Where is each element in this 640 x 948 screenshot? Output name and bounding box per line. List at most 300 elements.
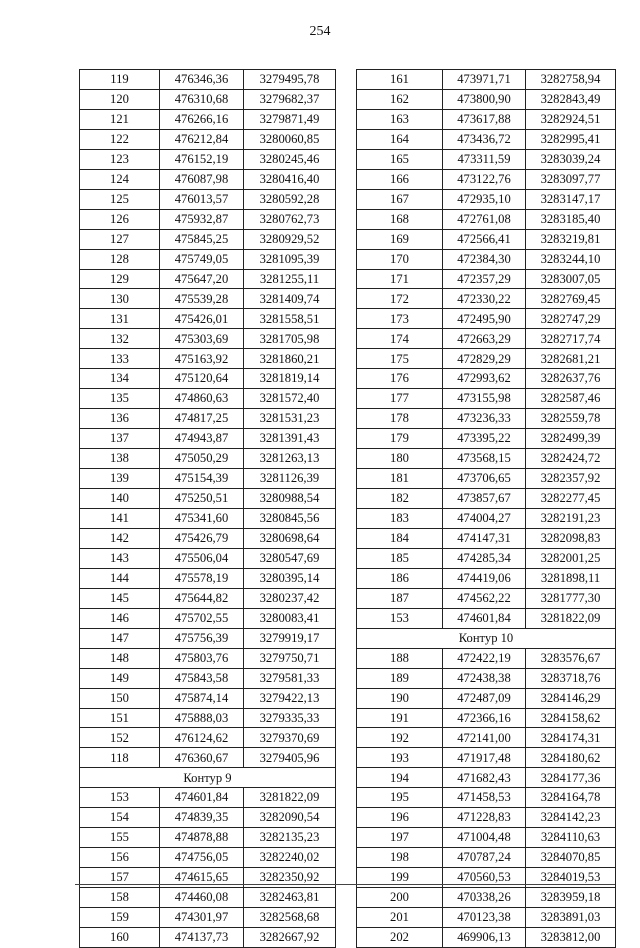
- x-coordinate-cell: 474147,31: [443, 528, 526, 548]
- point-number-cell: 148: [80, 648, 160, 668]
- y-coordinate-cell: 3283812,00: [526, 927, 616, 947]
- y-coordinate-cell: 3280245,46: [244, 149, 336, 169]
- table-row: [357, 568, 616, 588]
- y-coordinate-cell: 3280592,28: [244, 189, 336, 209]
- x-coordinate-cell: 472438,38: [443, 668, 526, 688]
- x-coordinate-cell: 473122,76: [443, 169, 526, 189]
- point-number-cell: 123: [80, 149, 160, 169]
- y-coordinate-cell: 3281558,51: [244, 309, 336, 329]
- table-row: [357, 508, 616, 528]
- x-coordinate-cell: 474943,87: [160, 429, 244, 449]
- coordinates-table-left: [79, 69, 336, 948]
- point-number-cell: 160: [80, 927, 160, 947]
- point-number-cell: 194: [357, 768, 443, 788]
- point-number-cell: 149: [80, 668, 160, 688]
- y-coordinate-cell: 3280083,41: [244, 608, 336, 628]
- x-coordinate-cell: 471458,53: [443, 788, 526, 808]
- point-number-cell: 133: [80, 349, 160, 369]
- point-number-cell: 128: [80, 249, 160, 269]
- table-row: [80, 628, 336, 648]
- x-coordinate-cell: 474460,08: [160, 888, 244, 908]
- point-number-cell: 173: [357, 309, 443, 329]
- x-coordinate-cell: 473311,59: [443, 149, 526, 169]
- point-number-cell: 143: [80, 548, 160, 568]
- x-coordinate-cell: 474601,84: [160, 788, 244, 808]
- point-number-cell: 183: [357, 508, 443, 528]
- point-number-cell: 161: [357, 70, 443, 90]
- x-coordinate-cell: 470338,26: [443, 888, 526, 908]
- x-coordinate-cell: 475341,60: [160, 508, 244, 528]
- y-coordinate-cell: 3283147,17: [526, 189, 616, 209]
- x-coordinate-cell: 473155,98: [443, 389, 526, 409]
- table-row: [80, 169, 336, 189]
- table-row: [357, 70, 616, 90]
- x-coordinate-cell: 474839,35: [160, 808, 244, 828]
- x-coordinate-cell: 474601,84: [443, 608, 526, 628]
- y-coordinate-cell: 3282667,92: [244, 927, 336, 947]
- x-coordinate-cell: 476013,57: [160, 189, 244, 209]
- point-number-cell: 139: [80, 469, 160, 489]
- table-row: [357, 469, 616, 489]
- x-coordinate-cell: 476360,67: [160, 748, 244, 768]
- point-number-cell: 189: [357, 668, 443, 688]
- table-row: [357, 489, 616, 509]
- point-number-cell: 200: [357, 888, 443, 908]
- point-number-cell: 184: [357, 528, 443, 548]
- table-row: [357, 149, 616, 169]
- x-coordinate-cell: 470123,38: [443, 908, 526, 928]
- bottom-divider: [75, 884, 615, 885]
- table-row: [357, 908, 616, 928]
- y-coordinate-cell: 3281255,11: [244, 269, 336, 289]
- point-number-cell: 131: [80, 309, 160, 329]
- y-coordinate-cell: 3280845,56: [244, 508, 336, 528]
- point-number-cell: 127: [80, 229, 160, 249]
- y-coordinate-cell: 3282098,83: [526, 528, 616, 548]
- x-coordinate-cell: 470560,53: [443, 868, 526, 888]
- table-row: [357, 409, 616, 429]
- y-coordinate-cell: 3280929,52: [244, 229, 336, 249]
- section-header-row: [80, 768, 336, 788]
- x-coordinate-cell: 473617,88: [443, 109, 526, 129]
- table-row: [357, 229, 616, 249]
- y-coordinate-cell: 3283007,05: [526, 269, 616, 289]
- x-coordinate-cell: 473857,67: [443, 489, 526, 509]
- y-coordinate-cell: 3284070,85: [526, 848, 616, 868]
- y-coordinate-cell: 3279871,49: [244, 109, 336, 129]
- table-row: [357, 349, 616, 369]
- point-number-cell: 156: [80, 848, 160, 868]
- table-row: [80, 229, 336, 249]
- contour-title: Контур 10: [357, 628, 616, 648]
- y-coordinate-cell: 3280698,64: [244, 528, 336, 548]
- point-number-cell: 182: [357, 489, 443, 509]
- point-number-cell: 153: [357, 608, 443, 628]
- table-row: [80, 708, 336, 728]
- point-number-cell: 198: [357, 848, 443, 868]
- table-row: [80, 429, 336, 449]
- point-number-cell: 190: [357, 688, 443, 708]
- point-number-cell: 192: [357, 728, 443, 748]
- point-number-cell: 164: [357, 129, 443, 149]
- point-number-cell: 134: [80, 369, 160, 389]
- x-coordinate-cell: 471004,48: [443, 828, 526, 848]
- table-row: [80, 728, 336, 748]
- y-coordinate-cell: 3282350,92: [244, 868, 336, 888]
- x-coordinate-cell: 473436,72: [443, 129, 526, 149]
- y-coordinate-cell: 3282637,76: [526, 369, 616, 389]
- y-coordinate-cell: 3283219,81: [526, 229, 616, 249]
- x-coordinate-cell: 472422,19: [443, 648, 526, 668]
- x-coordinate-cell: 475644,82: [160, 588, 244, 608]
- y-coordinate-cell: 3279405,96: [244, 748, 336, 768]
- table-row: [80, 748, 336, 768]
- y-coordinate-cell: 3282924,51: [526, 109, 616, 129]
- x-coordinate-cell: 475803,76: [160, 648, 244, 668]
- y-coordinate-cell: 3281819,14: [244, 369, 336, 389]
- point-number-cell: 125: [80, 189, 160, 209]
- table-row: [357, 588, 616, 608]
- table-row: [80, 648, 336, 668]
- y-coordinate-cell: 3282001,25: [526, 548, 616, 568]
- contour-title: Контур 9: [80, 768, 336, 788]
- y-coordinate-cell: 3284142,23: [526, 808, 616, 828]
- x-coordinate-cell: 475843,58: [160, 668, 244, 688]
- x-coordinate-cell: 475932,87: [160, 209, 244, 229]
- x-coordinate-cell: 476266,16: [160, 109, 244, 129]
- table-row: [80, 209, 336, 229]
- y-coordinate-cell: 3284146,29: [526, 688, 616, 708]
- y-coordinate-cell: 3282747,29: [526, 309, 616, 329]
- y-coordinate-cell: 3280060,85: [244, 129, 336, 149]
- x-coordinate-cell: 471228,83: [443, 808, 526, 828]
- x-coordinate-cell: 475050,29: [160, 449, 244, 469]
- x-coordinate-cell: 476152,19: [160, 149, 244, 169]
- y-coordinate-cell: 3282568,68: [244, 908, 336, 928]
- y-coordinate-cell: 3282463,81: [244, 888, 336, 908]
- y-coordinate-cell: 3281705,98: [244, 329, 336, 349]
- point-number-cell: 188: [357, 648, 443, 668]
- point-number-cell: 138: [80, 449, 160, 469]
- table-row: [80, 688, 336, 708]
- x-coordinate-cell: 476087,98: [160, 169, 244, 189]
- y-coordinate-cell: 3282995,41: [526, 129, 616, 149]
- x-coordinate-cell: 475845,25: [160, 229, 244, 249]
- x-coordinate-cell: 474817,25: [160, 409, 244, 429]
- x-coordinate-cell: 472330,22: [443, 289, 526, 309]
- x-coordinate-cell: 476124,62: [160, 728, 244, 748]
- point-number-cell: 136: [80, 409, 160, 429]
- point-number-cell: 170: [357, 249, 443, 269]
- x-coordinate-cell: 472357,29: [443, 269, 526, 289]
- x-coordinate-cell: 474419,06: [443, 568, 526, 588]
- y-coordinate-cell: 3279495,78: [244, 70, 336, 90]
- y-coordinate-cell: 3280762,73: [244, 209, 336, 229]
- table-row: [80, 449, 336, 469]
- y-coordinate-cell: 3279422,13: [244, 688, 336, 708]
- point-number-cell: 178: [357, 409, 443, 429]
- table-row: [357, 129, 616, 149]
- table-row: [80, 269, 336, 289]
- table-row: [357, 449, 616, 469]
- point-number-cell: 201: [357, 908, 443, 928]
- y-coordinate-cell: 3283039,24: [526, 149, 616, 169]
- x-coordinate-cell: 473236,33: [443, 409, 526, 429]
- table-row: [357, 209, 616, 229]
- point-number-cell: 166: [357, 169, 443, 189]
- table-row: [80, 249, 336, 269]
- point-number-cell: 177: [357, 389, 443, 409]
- y-coordinate-cell: 3281822,09: [244, 788, 336, 808]
- x-coordinate-cell: 473706,65: [443, 469, 526, 489]
- y-coordinate-cell: 3282357,92: [526, 469, 616, 489]
- table-row: [357, 528, 616, 548]
- y-coordinate-cell: 3279682,37: [244, 89, 336, 109]
- table-row: [80, 289, 336, 309]
- table-row: [80, 908, 336, 928]
- x-coordinate-cell: 472935,10: [443, 189, 526, 209]
- y-coordinate-cell: 3280416,40: [244, 169, 336, 189]
- table-row: [357, 728, 616, 748]
- table-row: [357, 169, 616, 189]
- y-coordinate-cell: 3281531,23: [244, 409, 336, 429]
- x-coordinate-cell: 472993,62: [443, 369, 526, 389]
- point-number-cell: 186: [357, 568, 443, 588]
- table-row: [357, 269, 616, 289]
- x-coordinate-cell: 472366,16: [443, 708, 526, 728]
- y-coordinate-cell: 3281126,39: [244, 469, 336, 489]
- table-row: [80, 349, 336, 369]
- y-coordinate-cell: 3279919,17: [244, 628, 336, 648]
- x-coordinate-cell: 475303,69: [160, 329, 244, 349]
- point-number-cell: 171: [357, 269, 443, 289]
- x-coordinate-cell: 473800,90: [443, 89, 526, 109]
- point-number-cell: 167: [357, 189, 443, 209]
- y-coordinate-cell: 3284110,63: [526, 828, 616, 848]
- y-coordinate-cell: 3279750,71: [244, 648, 336, 668]
- y-coordinate-cell: 3281898,11: [526, 568, 616, 588]
- x-coordinate-cell: 474756,05: [160, 848, 244, 868]
- x-coordinate-cell: 473971,71: [443, 70, 526, 90]
- y-coordinate-cell: 3284177,36: [526, 768, 616, 788]
- table-row: [357, 329, 616, 349]
- x-coordinate-cell: 475426,01: [160, 309, 244, 329]
- x-coordinate-cell: 471917,48: [443, 748, 526, 768]
- y-coordinate-cell: 3284164,78: [526, 788, 616, 808]
- y-coordinate-cell: 3282769,45: [526, 289, 616, 309]
- table-row: [357, 389, 616, 409]
- x-coordinate-cell: 474004,27: [443, 508, 526, 528]
- y-coordinate-cell: 3281391,43: [244, 429, 336, 449]
- x-coordinate-cell: 476212,84: [160, 129, 244, 149]
- table-row: [80, 927, 336, 947]
- point-number-cell: 168: [357, 209, 443, 229]
- point-number-cell: 169: [357, 229, 443, 249]
- y-coordinate-cell: 3282843,49: [526, 89, 616, 109]
- x-coordinate-cell: 474285,34: [443, 548, 526, 568]
- x-coordinate-cell: 475647,20: [160, 269, 244, 289]
- table-row: [80, 109, 336, 129]
- table-row: [80, 548, 336, 568]
- table-row: [357, 688, 616, 708]
- table-row: [357, 927, 616, 947]
- point-number-cell: 172: [357, 289, 443, 309]
- y-coordinate-cell: 3282191,23: [526, 508, 616, 528]
- point-number-cell: 151: [80, 708, 160, 728]
- y-coordinate-cell: 3283244,10: [526, 249, 616, 269]
- table-row: [80, 489, 336, 509]
- y-coordinate-cell: 3279370,69: [244, 728, 336, 748]
- point-number-cell: 181: [357, 469, 443, 489]
- point-number-cell: 147: [80, 628, 160, 648]
- table-row: [357, 309, 616, 329]
- table-row: [80, 409, 336, 429]
- y-coordinate-cell: 3280237,42: [244, 588, 336, 608]
- table-row: [357, 249, 616, 269]
- x-coordinate-cell: 475888,03: [160, 708, 244, 728]
- page-number: 254: [309, 24, 331, 39]
- point-number-cell: 162: [357, 89, 443, 109]
- x-coordinate-cell: 474878,88: [160, 828, 244, 848]
- y-coordinate-cell: 3281822,09: [526, 608, 616, 628]
- x-coordinate-cell: 470787,24: [443, 848, 526, 868]
- point-number-cell: 141: [80, 508, 160, 528]
- point-number-cell: 159: [80, 908, 160, 928]
- point-number-cell: 122: [80, 129, 160, 149]
- x-coordinate-cell: 472566,41: [443, 229, 526, 249]
- y-coordinate-cell: 3282559,78: [526, 409, 616, 429]
- y-coordinate-cell: 3283576,67: [526, 648, 616, 668]
- y-coordinate-cell: 3282424,72: [526, 449, 616, 469]
- point-number-cell: 120: [80, 89, 160, 109]
- y-coordinate-cell: 3282587,46: [526, 389, 616, 409]
- y-coordinate-cell: 3284174,31: [526, 728, 616, 748]
- y-coordinate-cell: 3283959,18: [526, 888, 616, 908]
- x-coordinate-cell: 474562,22: [443, 588, 526, 608]
- x-coordinate-cell: 475163,92: [160, 349, 244, 369]
- x-coordinate-cell: 476346,36: [160, 70, 244, 90]
- table-row: [80, 309, 336, 329]
- table-row: [80, 668, 336, 688]
- point-number-cell: 126: [80, 209, 160, 229]
- coordinates-table-right: [356, 69, 616, 948]
- table-row: [357, 808, 616, 828]
- y-coordinate-cell: 3282717,74: [526, 329, 616, 349]
- x-coordinate-cell: 476310,68: [160, 89, 244, 109]
- x-coordinate-cell: 473568,15: [443, 449, 526, 469]
- point-number-cell: 165: [357, 149, 443, 169]
- x-coordinate-cell: 475539,28: [160, 289, 244, 309]
- y-coordinate-cell: 3281095,39: [244, 249, 336, 269]
- x-coordinate-cell: 475749,05: [160, 249, 244, 269]
- point-number-cell: 152: [80, 728, 160, 748]
- table-row: [80, 389, 336, 409]
- y-coordinate-cell: 3282758,94: [526, 70, 616, 90]
- point-number-cell: 121: [80, 109, 160, 129]
- table-row: [80, 788, 336, 808]
- table-row: [357, 768, 616, 788]
- y-coordinate-cell: 3281572,40: [244, 389, 336, 409]
- x-coordinate-cell: 475120,64: [160, 369, 244, 389]
- point-number-cell: 191: [357, 708, 443, 728]
- x-coordinate-cell: 475874,14: [160, 688, 244, 708]
- y-coordinate-cell: 3282499,39: [526, 429, 616, 449]
- x-coordinate-cell: 474615,65: [160, 868, 244, 888]
- point-number-cell: 163: [357, 109, 443, 129]
- x-coordinate-cell: 475506,04: [160, 548, 244, 568]
- point-number-cell: 140: [80, 489, 160, 509]
- x-coordinate-cell: 472141,00: [443, 728, 526, 748]
- point-number-cell: 199: [357, 868, 443, 888]
- table-row: [80, 329, 336, 349]
- y-coordinate-cell: 3283185,40: [526, 209, 616, 229]
- y-coordinate-cell: 3284158,62: [526, 708, 616, 728]
- point-number-cell: 153: [80, 788, 160, 808]
- point-number-cell: 145: [80, 588, 160, 608]
- table-row: [80, 528, 336, 548]
- y-coordinate-cell: 3281777,30: [526, 588, 616, 608]
- table-row: [80, 70, 336, 90]
- point-number-cell: 118: [80, 748, 160, 768]
- x-coordinate-cell: 475702,55: [160, 608, 244, 628]
- x-coordinate-cell: 469906,13: [443, 927, 526, 947]
- x-coordinate-cell: 475426,79: [160, 528, 244, 548]
- x-coordinate-cell: 474301,97: [160, 908, 244, 928]
- y-coordinate-cell: 3280395,14: [244, 568, 336, 588]
- table-row: [80, 469, 336, 489]
- point-number-cell: 137: [80, 429, 160, 449]
- point-number-cell: 179: [357, 429, 443, 449]
- table-row: [357, 668, 616, 688]
- x-coordinate-cell: 475578,19: [160, 568, 244, 588]
- table-row: [80, 848, 336, 868]
- point-number-cell: 197: [357, 828, 443, 848]
- table-row: [80, 588, 336, 608]
- table-row: [357, 788, 616, 808]
- point-number-cell: 185: [357, 548, 443, 568]
- x-coordinate-cell: 473395,22: [443, 429, 526, 449]
- x-coordinate-cell: 472663,29: [443, 329, 526, 349]
- point-number-cell: 158: [80, 888, 160, 908]
- point-number-cell: 175: [357, 349, 443, 369]
- point-number-cell: 174: [357, 329, 443, 349]
- y-coordinate-cell: 3282240,02: [244, 848, 336, 868]
- point-number-cell: 155: [80, 828, 160, 848]
- table-row: [357, 89, 616, 109]
- point-number-cell: 195: [357, 788, 443, 808]
- table-row: [80, 608, 336, 628]
- point-number-cell: 154: [80, 808, 160, 828]
- point-number-cell: 132: [80, 329, 160, 349]
- y-coordinate-cell: 3279581,33: [244, 668, 336, 688]
- table-row: [357, 708, 616, 728]
- table-row: [357, 548, 616, 568]
- y-coordinate-cell: 3281263,13: [244, 449, 336, 469]
- point-number-cell: 130: [80, 289, 160, 309]
- y-coordinate-cell: 3283097,77: [526, 169, 616, 189]
- y-coordinate-cell: 3283891,03: [526, 908, 616, 928]
- y-coordinate-cell: 3282681,21: [526, 349, 616, 369]
- y-coordinate-cell: 3282277,45: [526, 489, 616, 509]
- point-number-cell: 157: [80, 868, 160, 888]
- point-number-cell: 135: [80, 389, 160, 409]
- table-row: [357, 369, 616, 389]
- point-number-cell: 124: [80, 169, 160, 189]
- point-number-cell: 187: [357, 588, 443, 608]
- table-row: [80, 189, 336, 209]
- point-number-cell: 129: [80, 269, 160, 289]
- x-coordinate-cell: 472761,08: [443, 209, 526, 229]
